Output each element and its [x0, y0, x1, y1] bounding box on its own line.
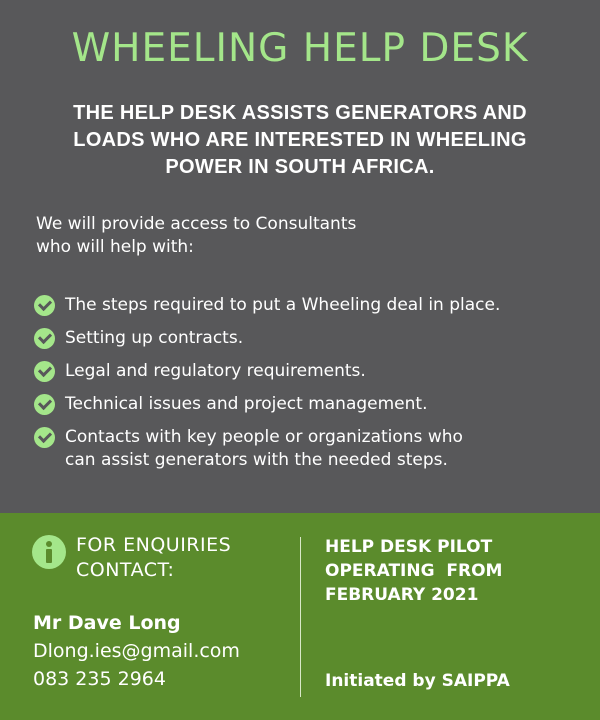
- list-item: [34, 327, 574, 350]
- list-item-text: Setting up contracts.: [65, 328, 244, 348]
- list-item: [34, 393, 574, 416]
- intro-line: LOADS WHO ARE INTERESTED IN WHEELING: [73, 129, 527, 151]
- intro-line: POWER IN SOUTH AFRICA.: [165, 156, 435, 178]
- intro-statement: [40, 100, 560, 181]
- pilot-line: OPERATING FROM: [325, 561, 503, 581]
- enquiries-line: CONTACT:: [76, 559, 175, 581]
- info-icon-dot: [46, 541, 52, 547]
- list-item-text: The steps required to put a Wheeling deal in place.: [65, 295, 501, 315]
- list-item-text: Legal and regulatory requirements.: [65, 361, 366, 381]
- enquiries-line: FOR ENQUIRIES: [76, 534, 232, 556]
- list-item: [34, 360, 574, 383]
- enquiries-heading: [76, 533, 286, 583]
- pilot-notice: [325, 535, 585, 607]
- services-list: [34, 294, 574, 482]
- list-item: [34, 426, 574, 472]
- check-circle-icon: [34, 394, 55, 415]
- check-circle-icon: [34, 427, 55, 448]
- contact-panel: [0, 513, 600, 720]
- pilot-line: FEBRUARY 2021: [325, 585, 479, 605]
- contact-email: Dlong.ies@gmail.com: [33, 640, 240, 662]
- check-circle-icon: [34, 295, 55, 316]
- list-item-text: Technical issues and project management.: [65, 394, 428, 414]
- vertical-divider: [300, 537, 301, 697]
- list-item-text: can assist generators with the needed steps.: [65, 450, 448, 470]
- contact-phone: 083 235 2964: [33, 668, 166, 690]
- services-lead: [36, 213, 556, 259]
- lead-line: We will provide access to Consultants: [36, 214, 357, 234]
- pilot-line: HELP DESK PILOT: [325, 537, 493, 557]
- check-circle-icon: [34, 328, 55, 349]
- list-item: [34, 294, 574, 317]
- contact-name: Mr Dave Long: [33, 612, 181, 634]
- lead-line: who will help with:: [36, 237, 194, 257]
- check-circle-icon: [34, 361, 55, 382]
- intro-line: THE HELP DESK ASSISTS GENERATORS AND: [73, 102, 527, 124]
- info-icon-stem: [46, 549, 52, 563]
- info-icon: [32, 535, 66, 569]
- list-item-text: Contacts with key people or organizations who: [65, 427, 463, 447]
- page-title: WHEELING HELP DESK: [71, 26, 529, 71]
- initiated-by: Initiated by SAIPPA: [325, 671, 510, 691]
